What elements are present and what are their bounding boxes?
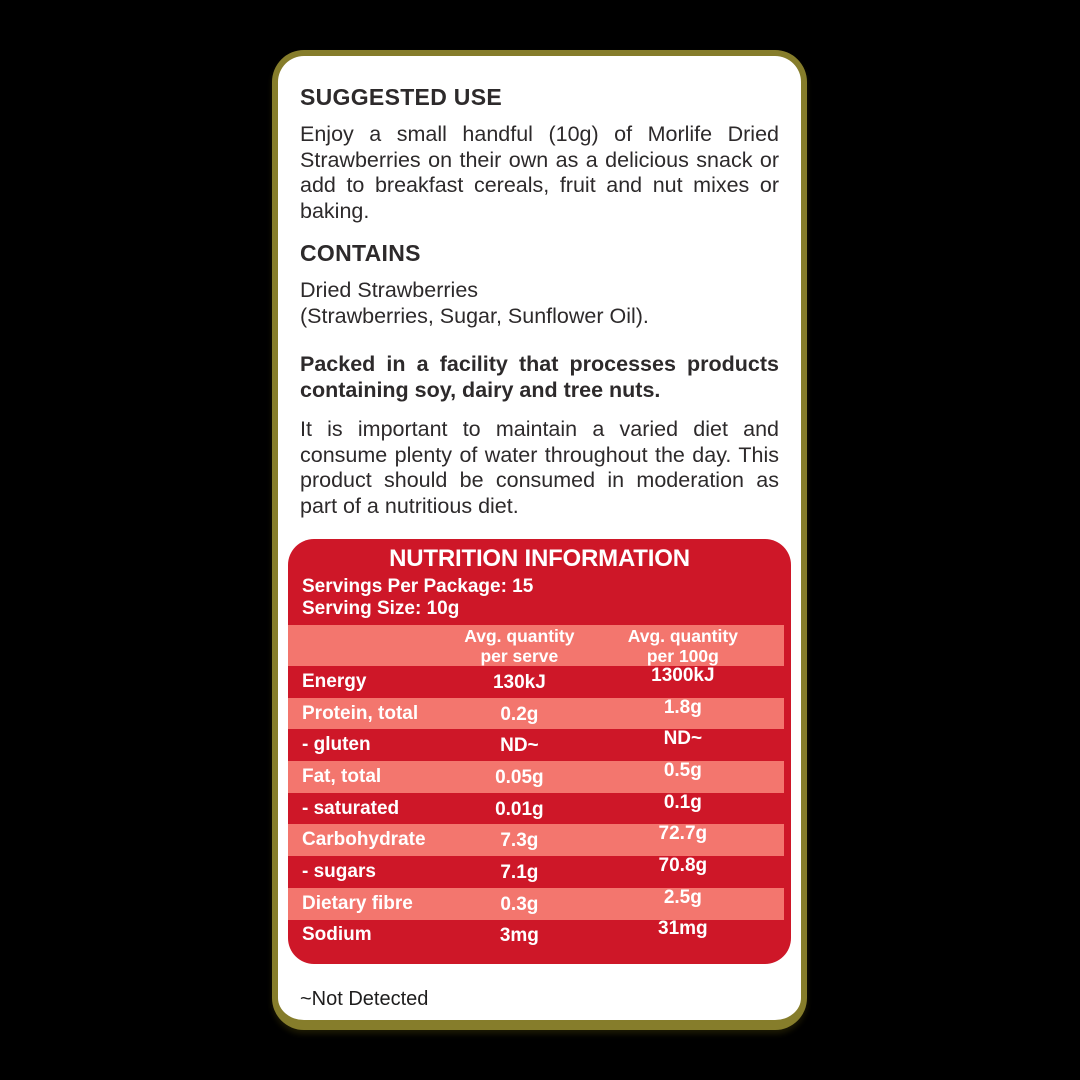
table-row-gluten bbox=[288, 729, 791, 761]
contains-heading: CONTAINS bbox=[300, 240, 421, 266]
row-label: Energy bbox=[302, 670, 367, 692]
nutrition-title: NUTRITION INFORMATION bbox=[389, 545, 690, 572]
nutrition-table bbox=[288, 666, 791, 951]
table-row-saturated bbox=[288, 793, 791, 825]
row-value-per-serve: 0.05g bbox=[495, 766, 544, 788]
allergen-statement: Packed in a facility that processes products containing soy, dairy and tree nuts. bbox=[300, 352, 779, 402]
row-value-per-100g: 2.5g bbox=[663, 886, 702, 908]
row-value-per-serve: 7.1g bbox=[500, 861, 539, 883]
row-label: Protein, total bbox=[302, 702, 419, 724]
row-value-per-100g: 31mg bbox=[658, 918, 708, 940]
nutrition-panel bbox=[288, 539, 791, 964]
row-value-per-serve: 0.2g bbox=[500, 703, 539, 725]
serving-size: Serving Size: 10g bbox=[302, 598, 460, 619]
row-label: - sugars bbox=[302, 860, 376, 882]
row-value-per-serve: ND~ bbox=[500, 735, 539, 757]
suggested-use-heading: SUGGESTED USE bbox=[300, 84, 502, 110]
row-value-per-100g: 0.5g bbox=[663, 759, 702, 781]
row-value-per-100g: 1.8g bbox=[663, 696, 702, 718]
row-value-per-serve: 0.01g bbox=[495, 798, 544, 820]
row-value-per-serve: 3mg bbox=[499, 925, 539, 947]
row-value-per-serve: 7.3g bbox=[500, 830, 539, 852]
diet-advice: It is important to maintain a varied diet and consume plenty of water throughout the day. This product should be consumed in moderation as part of a nutritious diet. bbox=[300, 417, 779, 518]
contains-line-1: Dried Strawberries bbox=[300, 278, 479, 302]
row-label: - gluten bbox=[302, 734, 371, 756]
col-header-per-serve-line-2: per serve bbox=[480, 645, 559, 666]
table-row-sugars bbox=[288, 856, 791, 888]
row-label: Sodium bbox=[302, 924, 372, 946]
row-value-per-100g: 70.8g bbox=[658, 854, 708, 876]
row-value-per-100g: 72.7g bbox=[658, 823, 708, 845]
col-header-per-100g-line-1: Avg. quantity bbox=[627, 625, 738, 646]
row-value-per-100g: 0.1g bbox=[663, 791, 702, 813]
contains-line-2: (Strawberries, Sugar, Sunflower Oil). bbox=[300, 303, 649, 328]
row-value-per-serve: 0.3g bbox=[500, 893, 539, 915]
label-card bbox=[272, 50, 807, 1030]
servings-per-package: Servings Per Package: 15 bbox=[302, 576, 534, 597]
row-label: - saturated bbox=[302, 797, 400, 819]
footnote: ~Not Detected bbox=[300, 988, 429, 1011]
contains-text bbox=[300, 278, 779, 329]
row-label: Carbohydrate bbox=[302, 829, 426, 851]
table-row-protein-total bbox=[288, 698, 791, 730]
table-row-carbohydrate bbox=[288, 824, 791, 856]
table-row-energy bbox=[288, 666, 791, 698]
row-value-per-100g: 1300kJ bbox=[651, 664, 715, 686]
table-row-sodium bbox=[288, 920, 791, 952]
table-row-fat-total bbox=[288, 761, 791, 793]
table-row-dietary-fibre bbox=[288, 888, 791, 920]
table-header-empty-cell bbox=[288, 625, 439, 666]
col-header-per-100g-line-2: per 100g bbox=[646, 645, 719, 666]
row-label: Fat, total bbox=[302, 765, 382, 787]
col-header-per-serve-line-1: Avg. quantity bbox=[464, 625, 575, 646]
row-value-per-serve: 130kJ bbox=[492, 671, 546, 693]
col-header-per-100g bbox=[600, 626, 766, 666]
row-label: Dietary fibre bbox=[302, 892, 413, 914]
suggested-use-text: Enjoy a small handful (10g) of Morlife Dried Strawberries on their own as a delicious snack or add to breakfast cereals, fruit and nut mixes or baking. bbox=[300, 122, 779, 223]
table-header-row bbox=[288, 625, 791, 666]
col-header-per-serve bbox=[439, 626, 600, 666]
row-value-per-100g: ND~ bbox=[663, 728, 703, 750]
